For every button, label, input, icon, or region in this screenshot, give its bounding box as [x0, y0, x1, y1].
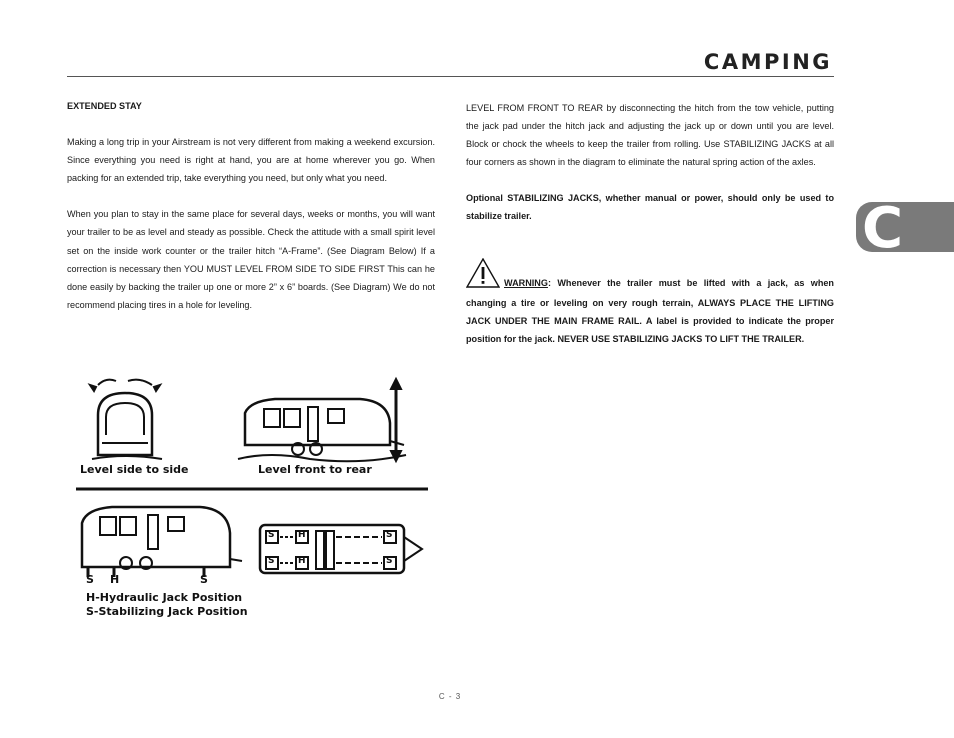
plan-h-bottom: H — [298, 556, 306, 566]
jack-letter-s-rear: S — [200, 573, 208, 586]
leveling-diagram-drawing — [70, 375, 440, 625]
right-column — [466, 99, 834, 348]
legend-hydraulic: H-Hydraulic Jack Position — [86, 591, 243, 604]
jack-letter-h: H — [110, 573, 120, 586]
left-column — [67, 97, 435, 314]
left-paragraph-1: Making a long trip in your Airstream is not very different from making a weekend excursion. Since everything you need is right at hand, you are at home wherever you go. When packing for an extended trip, take everything you need, but only what you need. — [67, 137, 435, 184]
label-level-side: Level side to side — [80, 463, 189, 476]
warning-text: : Whenever the trailer must be lifted with a jack, as when changing a tire or leveling on very rough terrain, ALWAYS PLACE THE LIFTING JACK UNDER THE MAIN FRAME RAIL. A label is provided to indicate the proper position for the jack. NEVER USE STABILIZING JACKS TO LIFT THE TRAILER. — [466, 277, 834, 344]
left-paragraph-2: When you plan to stay in the same place for several days, weeks or months, you will want your trailer to be as level and steady as possible. Check the attitude with a small spirit level set on the inside work counter or the trailer hitch “A-Frame”. (See Diagram Below) If a correction is necessary then YOU MUST LEVEL FROM SIDE TO SIDE FIRST This can he done easily by backing the trailer up one or more 2” x 6” boards. (See Diagram) We do not recommend placing tires in a hole for leveling. — [67, 209, 435, 310]
warning-paragraph — [466, 258, 834, 348]
section-tab-letter: C — [862, 196, 904, 261]
plan-s-bottom-left: S — [268, 556, 275, 566]
warning-label: WARNING — [504, 277, 548, 288]
plan-s-top-left: S — [268, 530, 275, 540]
plan-s-top-right: S — [386, 530, 393, 540]
leveling-diagram — [70, 375, 440, 625]
page-number: C - 3 — [438, 692, 462, 701]
right-paragraph-1: LEVEL FROM FRONT TO REAR by disconnecting the hitch from the tow vehicle, putting the jack pad under the hitch jack and adjusting the jack up or down until you are level. Block or chock the wheels to keep the trailer from rolling. Use STABILIZING JACKS at all four corners as shown in the diagram to eliminate the natural spring action of the axles. — [466, 103, 834, 168]
section-tab — [856, 196, 954, 261]
legend-stabilizing: S-Stabilizing Jack Position — [86, 605, 248, 618]
extended-stay-heading: EXTENDED STAY — [67, 101, 142, 111]
jack-letter-s-front: S — [86, 573, 94, 586]
header-rule — [67, 76, 834, 77]
warning-triangle-icon — [466, 258, 500, 294]
stabilizing-jacks-note: Optional STABILIZING JACKS, whether manual or power, should only be used to stabilize trailer. — [466, 193, 834, 222]
plan-h-top: H — [298, 530, 306, 540]
section-title: CAMPING — [703, 50, 832, 74]
plan-s-bottom-right: S — [386, 556, 393, 566]
label-level-front: Level front to rear — [258, 463, 372, 476]
